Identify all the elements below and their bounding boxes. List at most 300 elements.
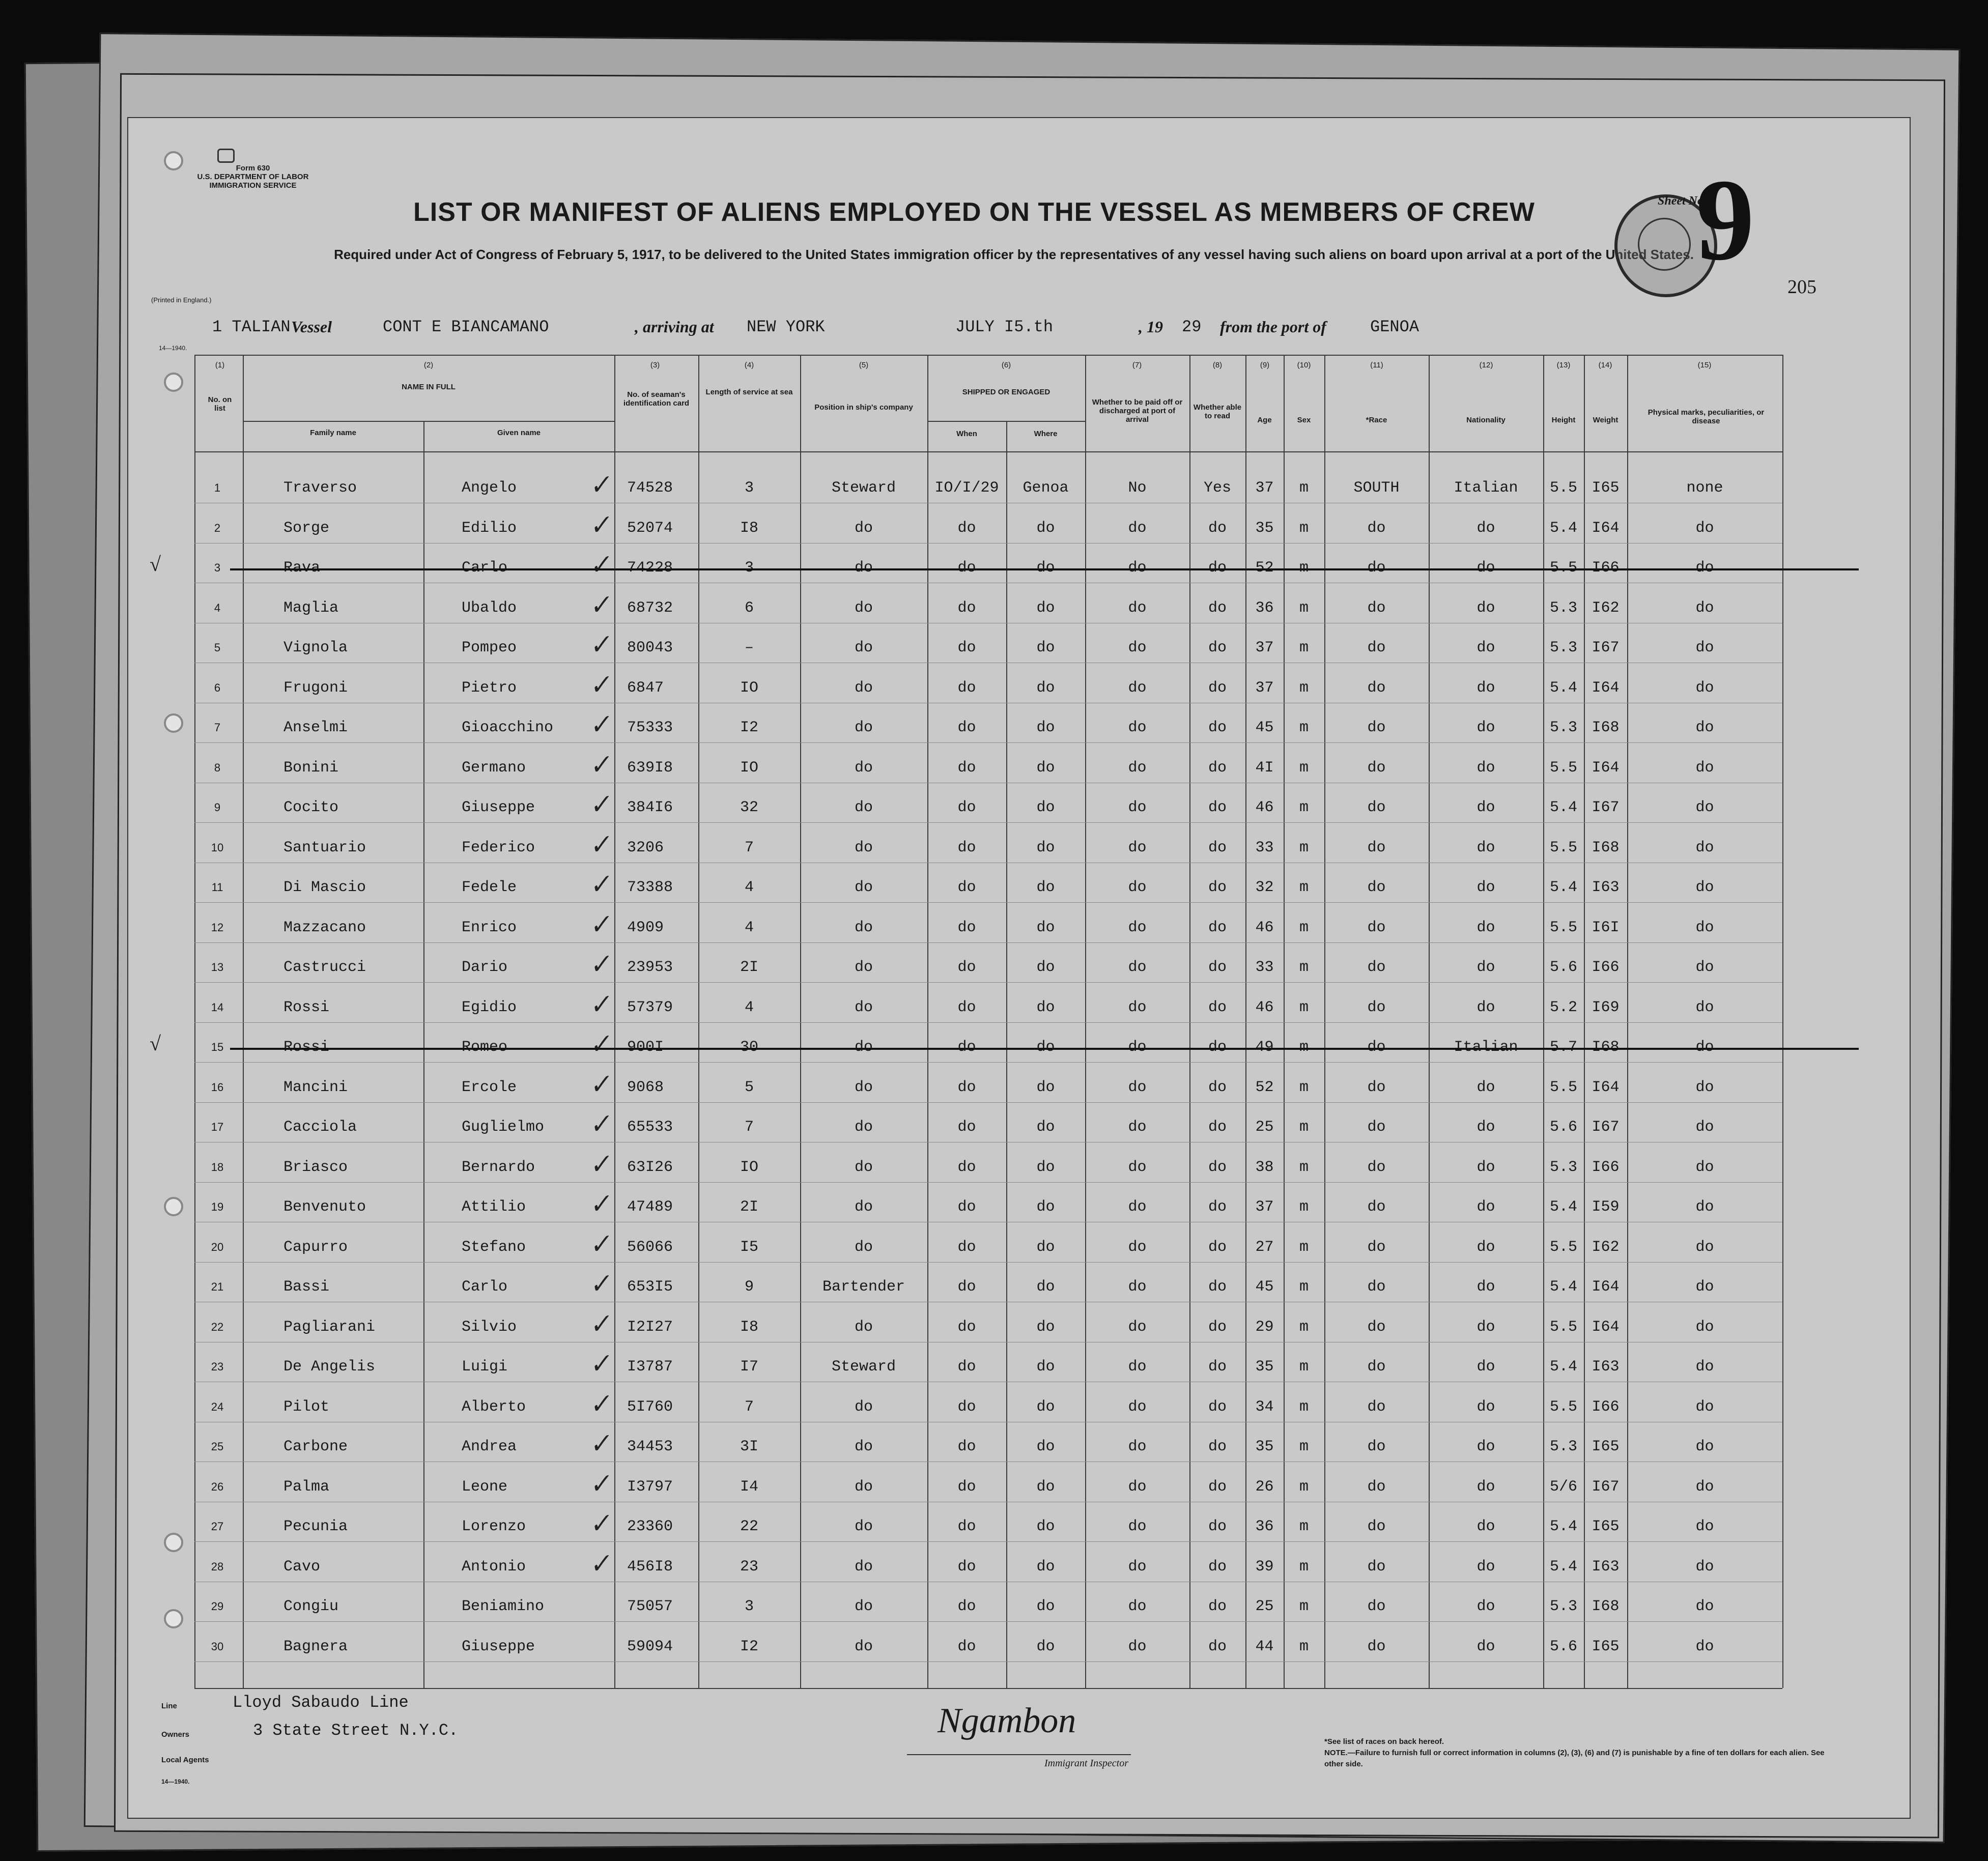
check-mark-icon: ✓ — [587, 1548, 612, 1580]
able-read-cell: do — [1208, 1518, 1227, 1535]
nationality-cell: do — [1476, 559, 1495, 577]
age-cell: 46 — [1255, 799, 1274, 816]
table-row — [128, 669, 1910, 707]
given-name-cell: Pietro — [462, 679, 517, 697]
weight-cell: I64 — [1592, 1318, 1620, 1336]
sex-cell: m — [1299, 1598, 1309, 1615]
able-read-cell: do — [1208, 599, 1227, 617]
race-cell: do — [1367, 759, 1386, 777]
check-mark-icon: ✓ — [587, 1308, 612, 1340]
position-cell: do — [854, 639, 873, 656]
id-card-cell: 74528 — [627, 479, 673, 497]
nationality-cell: do — [1476, 1119, 1495, 1136]
line-label: Line — [161, 1702, 177, 1710]
race-cell: do — [1367, 559, 1386, 577]
row-number-cell: 1 — [214, 481, 221, 494]
able-read-cell: do — [1208, 1039, 1227, 1056]
service-length-cell: IO — [740, 1158, 758, 1176]
header-family-name: Family name — [310, 428, 356, 437]
paid-off-cell: do — [1128, 1158, 1147, 1176]
service-length-cell: 7 — [744, 1119, 754, 1136]
height-cell: 5.5 — [1549, 759, 1577, 777]
position-cell: Steward — [831, 479, 896, 497]
service-length-cell: I8 — [740, 1318, 758, 1336]
height-cell: 5.4 — [1549, 1198, 1577, 1216]
service-length-cell: – — [744, 639, 754, 656]
shipped-when-cell: do — [957, 998, 976, 1016]
position-cell: do — [854, 998, 873, 1016]
shipped-where-cell: do — [1036, 1198, 1055, 1216]
row-rule — [194, 742, 1782, 743]
age-cell: 36 — [1255, 599, 1274, 617]
age-cell: 37 — [1255, 479, 1274, 497]
weight-cell: I69 — [1592, 998, 1620, 1016]
service-name: IMMIGRATION SERVICE — [209, 181, 297, 190]
physical-marks-cell: do — [1695, 1039, 1714, 1056]
paid-off-cell: No — [1128, 479, 1147, 497]
paid-off-cell: do — [1128, 1078, 1147, 1096]
nationality-cell: do — [1476, 1358, 1495, 1376]
column-number: (12) — [1479, 361, 1493, 369]
nationality-cell: do — [1476, 799, 1495, 816]
table-row — [128, 869, 1910, 906]
able-read-cell: do — [1208, 1238, 1227, 1256]
nationality-cell: do — [1476, 1398, 1495, 1416]
sex-cell: m — [1299, 879, 1309, 896]
given-name-cell: Carlo — [462, 1278, 508, 1296]
given-name-cell: Luigi — [462, 1358, 508, 1376]
height-cell: 5.5 — [1549, 1238, 1577, 1256]
service-length-cell: I7 — [740, 1358, 758, 1376]
table-row — [128, 1069, 1910, 1106]
row-number-cell: 30 — [211, 1640, 224, 1653]
row-number-cell: 23 — [211, 1360, 224, 1373]
given-name-cell: Edilio — [462, 519, 517, 537]
sex-cell: m — [1299, 1198, 1309, 1216]
table-row — [128, 1628, 1910, 1666]
physical-marks-cell: do — [1695, 559, 1714, 577]
folio-number: 205 — [1787, 276, 1816, 298]
given-name-cell: Attilio — [462, 1198, 526, 1216]
check-mark-icon: ✓ — [587, 749, 612, 781]
able-read-cell: do — [1208, 839, 1227, 856]
given-name-cell: Leone — [462, 1478, 508, 1496]
sex-cell: m — [1299, 599, 1309, 617]
id-card-cell: 456I8 — [627, 1558, 673, 1576]
table-row — [128, 829, 1910, 867]
table-row — [128, 1548, 1910, 1586]
weight-cell: I64 — [1592, 759, 1620, 777]
position-cell: do — [854, 799, 873, 816]
paid-off-cell: do — [1128, 639, 1147, 656]
margin-check-icon: √ — [150, 1032, 161, 1055]
nationality-cell: do — [1476, 998, 1495, 1016]
family-name-cell: Rossi — [283, 998, 330, 1016]
position-cell: do — [854, 1398, 873, 1416]
table-row — [128, 949, 1910, 986]
able-read-cell: do — [1208, 998, 1227, 1016]
given-name-cell: Enrico — [462, 919, 517, 936]
family-name-cell: Bonini — [283, 759, 339, 777]
given-name-cell: Andrea — [462, 1438, 517, 1455]
position-cell: do — [854, 919, 873, 936]
header-name-in-full: NAME IN FULL — [402, 383, 456, 391]
row-rule — [194, 1022, 1782, 1023]
table-row — [128, 589, 1910, 627]
nationality-cell: do — [1476, 639, 1495, 656]
height-cell: 5.4 — [1549, 1358, 1577, 1376]
physical-marks-cell: do — [1695, 839, 1714, 856]
height-cell: 5.6 — [1549, 959, 1577, 976]
able-read-cell: do — [1208, 679, 1227, 697]
row-rule — [194, 1541, 1782, 1542]
header-able-read: Whether able to read — [1193, 403, 1242, 420]
position-cell: do — [854, 1598, 873, 1615]
header-shipped: SHIPPED OR ENGAGED — [962, 388, 1050, 396]
vessel-line — [128, 311, 1910, 342]
given-name-cell: Lorenzo — [462, 1518, 526, 1535]
family-name-cell: Pagliarani — [283, 1318, 376, 1336]
table-row — [128, 549, 1910, 587]
id-card-cell: 900I — [627, 1039, 664, 1056]
age-cell: 44 — [1255, 1638, 1274, 1655]
column-number: (5) — [859, 361, 869, 369]
row-rule — [194, 1621, 1782, 1622]
service-length-cell: IO — [740, 679, 758, 697]
id-card-cell: 34453 — [627, 1438, 673, 1455]
row-number-cell: 22 — [211, 1320, 224, 1333]
punch-hole — [164, 373, 183, 392]
shipped-when-cell: do — [957, 719, 976, 736]
nationality-cell: do — [1476, 1198, 1495, 1216]
header-where: Where — [1034, 430, 1058, 438]
position-cell: do — [854, 1518, 873, 1535]
position-cell: do — [854, 839, 873, 856]
weight-cell: I67 — [1592, 639, 1620, 656]
weight-cell: I68 — [1592, 1039, 1620, 1056]
header-nationality: Nationality — [1466, 416, 1506, 424]
race-cell: do — [1367, 1478, 1386, 1496]
age-cell: 34 — [1255, 1398, 1274, 1416]
sheet-number: 9 — [1696, 155, 1754, 284]
race-cell: do — [1367, 919, 1386, 936]
table-row — [128, 509, 1910, 547]
inspector-label: Immigrant Inspector — [1044, 1758, 1128, 1769]
weight-cell: I63 — [1592, 1358, 1620, 1376]
race-cell: do — [1367, 959, 1386, 976]
sex-cell: m — [1299, 639, 1309, 656]
service-length-cell: 5 — [744, 1078, 754, 1096]
physical-marks-cell: do — [1695, 1238, 1714, 1256]
paid-off-cell: do — [1128, 879, 1147, 896]
shipped-where-cell: do — [1036, 1518, 1055, 1535]
strike-through-line — [230, 1048, 1859, 1050]
shipped-when-cell: do — [957, 799, 976, 816]
row-number-cell: 21 — [211, 1280, 224, 1293]
able-read-cell: do — [1208, 1119, 1227, 1136]
row-rule — [194, 942, 1782, 943]
weight-cell: I59 — [1592, 1198, 1620, 1216]
given-name-cell: Antonio — [462, 1558, 526, 1576]
paid-off-cell: do — [1128, 1478, 1147, 1496]
row-number-cell: 9 — [214, 801, 221, 814]
physical-marks-cell: do — [1695, 1518, 1714, 1535]
position-cell: do — [854, 1558, 873, 1576]
age-cell: 35 — [1255, 1438, 1274, 1455]
table-border — [243, 421, 614, 422]
shipped-where-cell: do — [1036, 799, 1055, 816]
vessel-flag: 1 TALIAN — [212, 318, 291, 336]
header-age: Age — [1257, 416, 1272, 424]
given-name-cell: Romeo — [462, 1039, 508, 1056]
paid-off-cell: do — [1128, 799, 1147, 816]
table-row — [128, 1508, 1910, 1545]
family-name-cell: Palma — [283, 1478, 330, 1496]
family-name-cell: Congiu — [283, 1598, 339, 1615]
agents-label: Local Agents — [161, 1756, 209, 1764]
paid-off-cell: do — [1128, 599, 1147, 617]
position-cell: do — [854, 719, 873, 736]
race-cell: do — [1367, 599, 1386, 617]
age-cell: 37 — [1255, 679, 1274, 697]
shipped-when-cell: do — [957, 1638, 976, 1655]
row-rule — [194, 1062, 1782, 1063]
nationality-cell: do — [1476, 1478, 1495, 1496]
form-number: Form 630 — [236, 164, 270, 173]
able-read-cell: do — [1208, 919, 1227, 936]
paid-off-cell: do — [1128, 519, 1147, 537]
family-name-cell: Castrucci — [283, 959, 366, 976]
race-cell: do — [1367, 1119, 1386, 1136]
family-name-cell: Cocito — [283, 799, 339, 816]
shipped-when-cell: do — [957, 919, 976, 936]
age-cell: 27 — [1255, 1238, 1274, 1256]
table-row — [128, 1588, 1910, 1625]
weight-cell: I67 — [1592, 1478, 1620, 1496]
header-id-card: No. of seaman's identification card — [623, 390, 690, 408]
footer-note — [1324, 1736, 1833, 1770]
height-cell: 5.5 — [1549, 1398, 1577, 1416]
physical-marks-cell: do — [1695, 1198, 1714, 1216]
given-name-cell: Gioacchino — [462, 719, 554, 736]
header-height: Height — [1551, 416, 1576, 424]
position-cell: do — [854, 879, 873, 896]
sex-cell: m — [1299, 1158, 1309, 1176]
weight-cell: I68 — [1592, 719, 1620, 736]
sex-cell: m — [1299, 1039, 1309, 1056]
row-number-cell: 3 — [214, 561, 221, 574]
race-cell: do — [1367, 639, 1386, 656]
position-cell: do — [854, 1478, 873, 1496]
shipped-where-cell: do — [1036, 1358, 1055, 1376]
sex-cell: m — [1299, 959, 1309, 976]
height-cell: 5/6 — [1549, 1478, 1577, 1496]
position-cell: do — [854, 679, 873, 697]
service-length-cell: I4 — [740, 1478, 758, 1496]
check-mark-icon: ✓ — [587, 1108, 612, 1140]
service-length-cell: 2I — [740, 1198, 758, 1216]
shipped-when-cell: do — [957, 679, 976, 697]
id-card-cell: 4909 — [627, 919, 664, 936]
family-name-cell: Mazzacano — [283, 919, 366, 936]
weight-cell: I68 — [1592, 839, 1620, 856]
check-mark-icon: ✓ — [587, 1508, 612, 1539]
check-mark-icon: ✓ — [587, 1468, 612, 1500]
service-length-cell: 9 — [744, 1278, 754, 1296]
family-name-cell: Benvenuto — [283, 1198, 366, 1216]
family-name-cell: Maglia — [283, 599, 339, 617]
shipped-when-cell: do — [957, 1278, 976, 1296]
physical-marks-cell: do — [1695, 799, 1714, 816]
physical-marks-cell: do — [1695, 1358, 1714, 1376]
check-mark-icon: ✓ — [587, 509, 612, 541]
age-cell: 35 — [1255, 1358, 1274, 1376]
check-mark-icon: ✓ — [587, 669, 612, 701]
able-read-cell: Yes — [1203, 479, 1231, 497]
header-given-name: Given name — [497, 428, 541, 437]
header-weight: Weight — [1593, 416, 1618, 424]
shipped-where-cell: do — [1036, 559, 1055, 577]
weight-cell: I66 — [1592, 559, 1620, 577]
weight-cell: I64 — [1592, 519, 1620, 537]
printed-in-note: (Printed in England.) — [151, 296, 212, 304]
age-cell: 37 — [1255, 639, 1274, 656]
line-value: Lloyd Sabaudo Line — [233, 1693, 409, 1712]
family-name-cell: Carbone — [283, 1438, 348, 1455]
height-cell: 5.4 — [1549, 1558, 1577, 1576]
weight-cell: I67 — [1592, 799, 1620, 816]
height-cell: 5.4 — [1549, 799, 1577, 816]
row-number-cell: 10 — [211, 841, 224, 854]
age-cell: 25 — [1255, 1119, 1274, 1136]
paid-off-cell: do — [1128, 1598, 1147, 1615]
weight-cell: I66 — [1592, 1158, 1620, 1176]
height-cell: 5.6 — [1549, 1638, 1577, 1655]
id-card-cell: 56066 — [627, 1238, 673, 1256]
page-title: LIST OR MANIFEST OF ALIENS EMPLOYED ON THE VESSEL AS MEMBERS OF CREW — [413, 197, 1535, 227]
family-name-cell: Pilot — [283, 1398, 330, 1416]
shipped-when-cell: do — [957, 1158, 976, 1176]
departure-port: GENOA — [1370, 318, 1419, 336]
able-read-cell: do — [1208, 559, 1227, 577]
sex-cell: m — [1299, 719, 1309, 736]
paid-off-cell: do — [1128, 1438, 1147, 1455]
height-cell: 5.2 — [1549, 998, 1577, 1016]
shipped-where-cell: do — [1036, 639, 1055, 656]
id-card-cell: 47489 — [627, 1198, 673, 1216]
nationality-cell: do — [1476, 839, 1495, 856]
height-cell: 5.4 — [1549, 1518, 1577, 1535]
id-card-cell: 3206 — [627, 839, 664, 856]
penalty-note: NOTE.—Failure to furnish full or correct information in columns (2), (3), (6) and (7) is punishable by a fine of ten dollars for each alien. See other side. — [1324, 1749, 1825, 1768]
weight-cell: I64 — [1592, 1278, 1620, 1296]
column-number: (2) — [423, 361, 434, 369]
position-cell: do — [854, 1638, 873, 1655]
paid-off-cell: do — [1128, 1358, 1147, 1376]
family-name-cell: Sorge — [283, 519, 330, 537]
sex-cell: m — [1299, 1478, 1309, 1496]
row-number-cell: 12 — [211, 921, 224, 934]
height-cell: 5.5 — [1549, 479, 1577, 497]
paid-off-cell: do — [1128, 719, 1147, 736]
age-cell: 29 — [1255, 1318, 1274, 1336]
age-cell: 33 — [1255, 839, 1274, 856]
shipped-when-cell: do — [957, 1198, 976, 1216]
paid-off-cell: do — [1128, 1119, 1147, 1136]
id-card-cell: I3787 — [627, 1358, 673, 1376]
header-paid-off: Whether to be paid off or discharged at port of arrival — [1092, 398, 1183, 424]
table-row — [128, 1149, 1910, 1186]
sex-cell: m — [1299, 1358, 1309, 1376]
weight-cell: I68 — [1592, 1598, 1620, 1615]
check-mark-icon: ✓ — [587, 1188, 612, 1220]
service-length-cell: 3I — [740, 1438, 758, 1455]
nationality-cell: do — [1476, 599, 1495, 617]
column-number: (4) — [744, 361, 754, 369]
service-length-cell: 3 — [744, 1598, 754, 1615]
column-number: (13) — [1556, 361, 1571, 369]
family-name-cell: Rossi — [283, 1039, 330, 1056]
family-name-cell: Mancini — [283, 1078, 348, 1096]
given-name-cell: Giuseppe — [462, 1638, 535, 1655]
age-cell: 46 — [1255, 919, 1274, 936]
sheet-label: Sheet No. — [1658, 194, 1707, 208]
age-cell: 46 — [1255, 998, 1274, 1016]
given-name-cell: Stefano — [462, 1238, 526, 1256]
able-read-cell: do — [1208, 799, 1227, 816]
row-rule — [194, 822, 1782, 823]
race-cell: do — [1367, 519, 1386, 537]
id-card-cell: I3797 — [627, 1478, 673, 1496]
weight-cell: I65 — [1592, 1518, 1620, 1535]
height-cell: 5.3 — [1549, 599, 1577, 617]
table-border — [194, 1688, 1782, 1689]
race-cell: do — [1367, 799, 1386, 816]
shipped-when-cell: do — [957, 839, 976, 856]
column-number: (3) — [650, 361, 660, 369]
height-cell: 5.5 — [1549, 1318, 1577, 1336]
race-cell: do — [1367, 1558, 1386, 1576]
races-note: *See list of races on back hereof. — [1324, 1737, 1444, 1746]
vessel-name: CONT E BIANCAMANO — [383, 318, 549, 336]
arrival-port: NEW YORK — [747, 318, 825, 336]
nationality-cell: do — [1476, 1598, 1495, 1615]
given-name-cell: Dario — [462, 959, 508, 976]
paid-off-cell: do — [1128, 759, 1147, 777]
nationality-cell: Italian — [1454, 479, 1518, 497]
race-cell: do — [1367, 1438, 1386, 1455]
shipped-where-cell: do — [1036, 1119, 1055, 1136]
age-cell: 4I — [1255, 759, 1274, 777]
shipped-where-cell: do — [1036, 879, 1055, 896]
form-code: 14—1940. — [159, 345, 187, 352]
nationality-cell: do — [1476, 1438, 1495, 1455]
table-row — [128, 1388, 1910, 1426]
given-name-cell: Fedele — [462, 879, 517, 896]
column-number: (11) — [1370, 361, 1383, 369]
check-mark-icon: ✓ — [587, 709, 612, 740]
service-length-cell: 22 — [740, 1518, 758, 1535]
sex-cell: m — [1299, 839, 1309, 856]
check-mark-icon: ✓ — [587, 629, 612, 661]
height-cell: 5.3 — [1549, 639, 1577, 656]
height-cell: 5.5 — [1549, 1078, 1577, 1096]
age-cell: 36 — [1255, 1518, 1274, 1535]
height-cell: 5.4 — [1549, 1278, 1577, 1296]
id-card-cell: 73388 — [627, 879, 673, 896]
given-name-cell: Beniamino — [462, 1598, 545, 1615]
check-mark-icon: ✓ — [587, 549, 612, 581]
